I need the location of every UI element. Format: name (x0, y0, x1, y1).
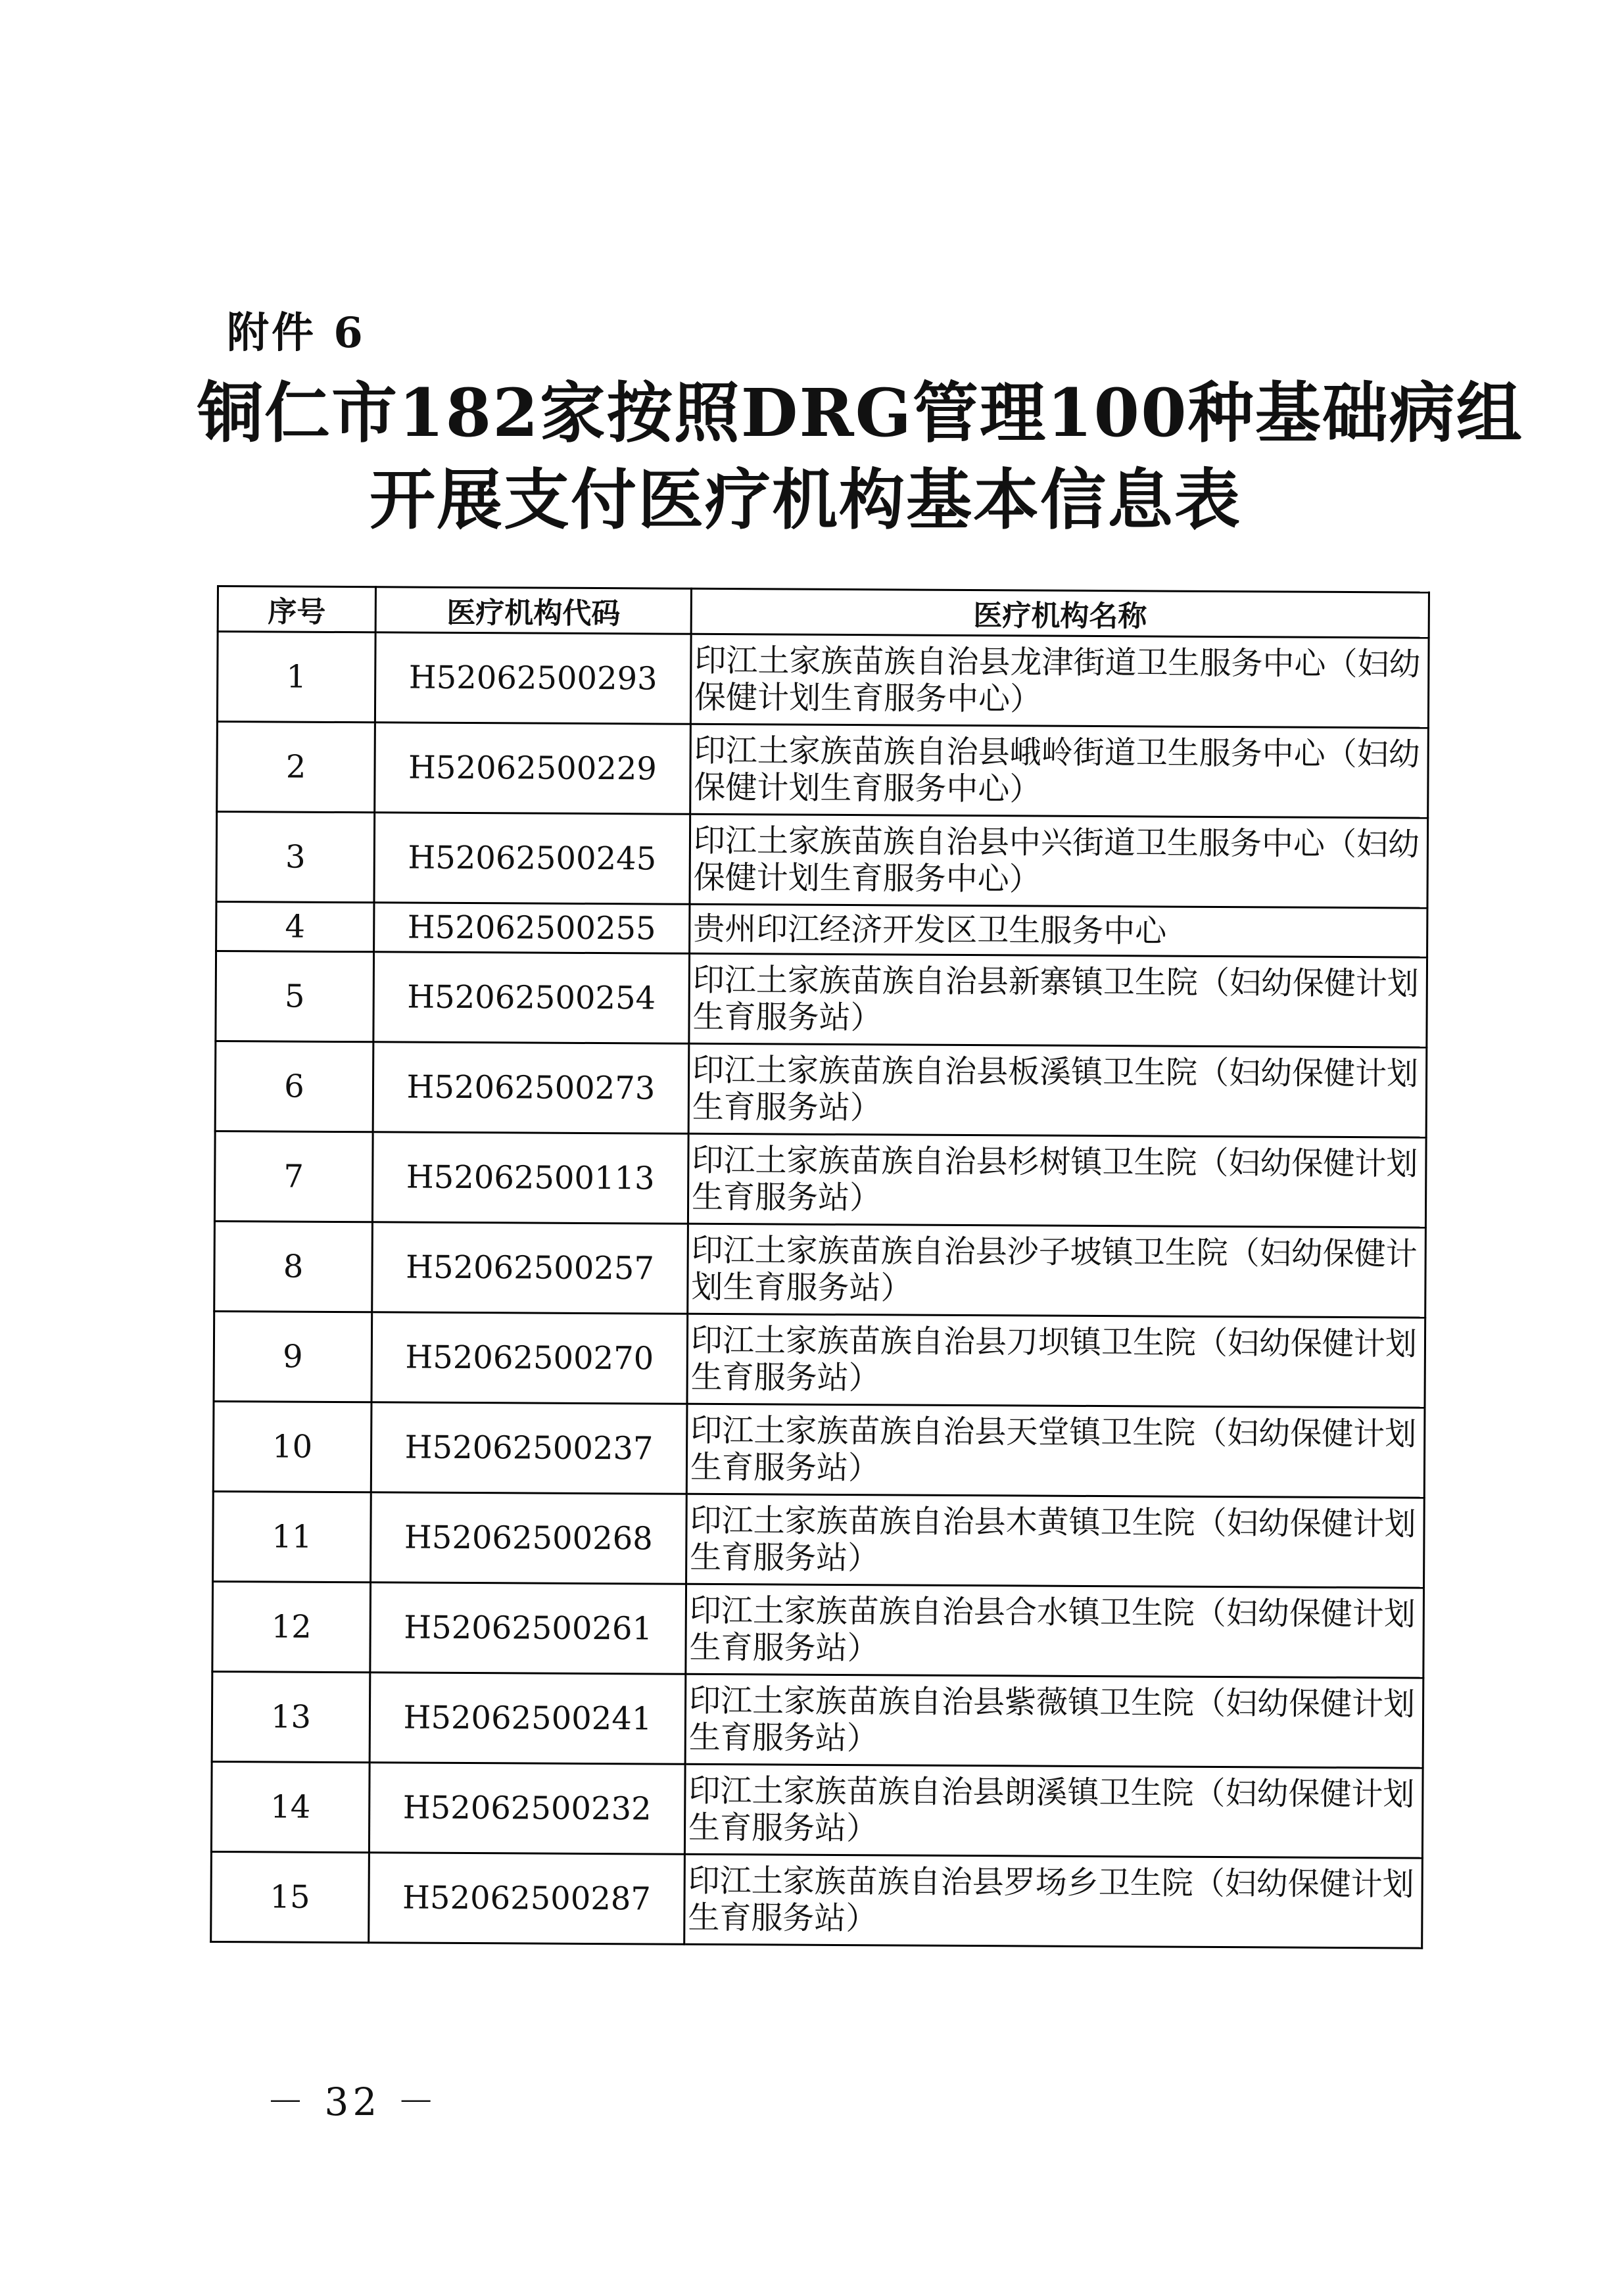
row-name: 印江土家族苗族自治县刀坝镇卫生院（妇幼保健计划生育服务站） (687, 1314, 1425, 1408)
row-name: 印江土家族苗族自治县罗场乡卫生院（妇幼保健计划生育服务站） (684, 1854, 1423, 1948)
table-row (212, 1581, 1424, 1678)
table-row (211, 1851, 1423, 1948)
row-index: 3 (216, 812, 375, 903)
row-index: 6 (215, 1041, 373, 1131)
row-code: H52062500113 (372, 1132, 688, 1224)
row-code: H52062500261 (370, 1582, 686, 1675)
table-row (213, 1491, 1425, 1588)
row-name: 印江土家族苗族自治县木黄镇卫生院（妇幼保健计划生育服务站） (686, 1494, 1425, 1588)
row-index: 15 (211, 1851, 370, 1942)
row-name: 印江土家族苗族自治县杉树镇卫生院（妇幼保健计划生育服务站） (688, 1133, 1426, 1227)
row-index: 12 (212, 1581, 371, 1672)
table-row (216, 902, 1427, 958)
row-code: H52062500293 (375, 632, 691, 725)
row-code: H52062500255 (374, 903, 690, 954)
row-code: H52062500229 (375, 723, 691, 815)
row-code: H52062500237 (371, 1402, 687, 1494)
row-name: 印江土家族苗族自治县龙津街道卫生服务中心（妇幼保健计划生育服务中心） (690, 634, 1429, 728)
table-row (214, 1221, 1426, 1318)
table-header-row (218, 586, 1429, 638)
row-index: 8 (214, 1221, 373, 1312)
table-row (217, 722, 1429, 819)
table-row (211, 1761, 1423, 1858)
row-index: 10 (213, 1401, 371, 1492)
header-index: 序号 (218, 586, 375, 632)
row-code: H52062500273 (373, 1042, 689, 1134)
row-code: H52062500257 (372, 1222, 688, 1314)
row-name: 印江土家族苗族自治县朗溪镇卫生院（妇幼保健计划生育服务站） (684, 1764, 1423, 1858)
row-name: 印江土家族苗族自治县峨岭街道卫生服务中心（妇幼保健计划生育服务中心） (690, 724, 1429, 818)
row-code: H52062500270 (371, 1312, 688, 1404)
document-title-line-1: 铜仁市182家按照DRG管理100种基础病组 (197, 374, 1523, 452)
institution-table (210, 585, 1430, 1949)
row-name: 印江土家族苗族自治县天堂镇卫生院（妇幼保健计划生育服务站） (686, 1404, 1425, 1498)
table-body (211, 632, 1429, 1949)
table-row (215, 1041, 1427, 1137)
table-row (214, 1311, 1425, 1408)
row-code: H52062500268 (371, 1492, 687, 1584)
row-code: H52062500245 (374, 813, 690, 905)
header-code: 医疗机构代码 (375, 587, 691, 634)
row-index: 9 (214, 1311, 372, 1402)
row-name: 印江土家族苗族自治县合水镇卫生院（妇幼保健计划生育服务站） (686, 1584, 1424, 1678)
row-index: 11 (213, 1491, 371, 1582)
row-index: 1 (217, 632, 375, 723)
row-code: H52062500254 (373, 952, 690, 1044)
page-number: － 32 － (266, 2080, 439, 2124)
row-code: H52062500287 (369, 1853, 685, 1945)
row-name: 印江土家族苗族自治县沙子坡镇卫生院（妇幼保健计划生育服务站） (688, 1224, 1426, 1318)
table-row (214, 1131, 1426, 1227)
table-row (216, 951, 1427, 1048)
attachment-label: 附件 6 (227, 308, 366, 358)
row-index: 14 (211, 1761, 370, 1852)
row-index: 7 (214, 1131, 373, 1222)
row-index: 5 (216, 951, 374, 1042)
row-name: 印江土家族苗族自治县中兴街道卫生服务中心（妇幼保健计划生育服务中心） (690, 814, 1428, 908)
row-code: H52062500232 (369, 1763, 685, 1855)
row-index: 13 (212, 1671, 370, 1762)
table-row (212, 1671, 1423, 1768)
table-row (217, 632, 1429, 728)
row-name: 贵州印江经济开发区卫生服务中心 (690, 904, 1427, 957)
row-index: 4 (216, 902, 374, 952)
table-row (216, 812, 1428, 909)
row-code: H52062500241 (370, 1673, 686, 1765)
row-name: 印江土家族苗族自治县板溪镇卫生院（妇幼保健计划生育服务站） (688, 1043, 1427, 1137)
header-name: 医疗机构名称 (691, 588, 1429, 638)
row-index: 2 (217, 722, 375, 813)
row-name: 印江土家族苗族自治县紫薇镇卫生院（妇幼保健计划生育服务站） (685, 1674, 1423, 1768)
document-title-line-2: 开展支付医疗机构基本信息表 (370, 461, 1241, 538)
row-name: 印江土家族苗族自治县新寨镇卫生院（妇幼保健计划生育服务站） (689, 953, 1427, 1047)
table-row (213, 1401, 1425, 1498)
